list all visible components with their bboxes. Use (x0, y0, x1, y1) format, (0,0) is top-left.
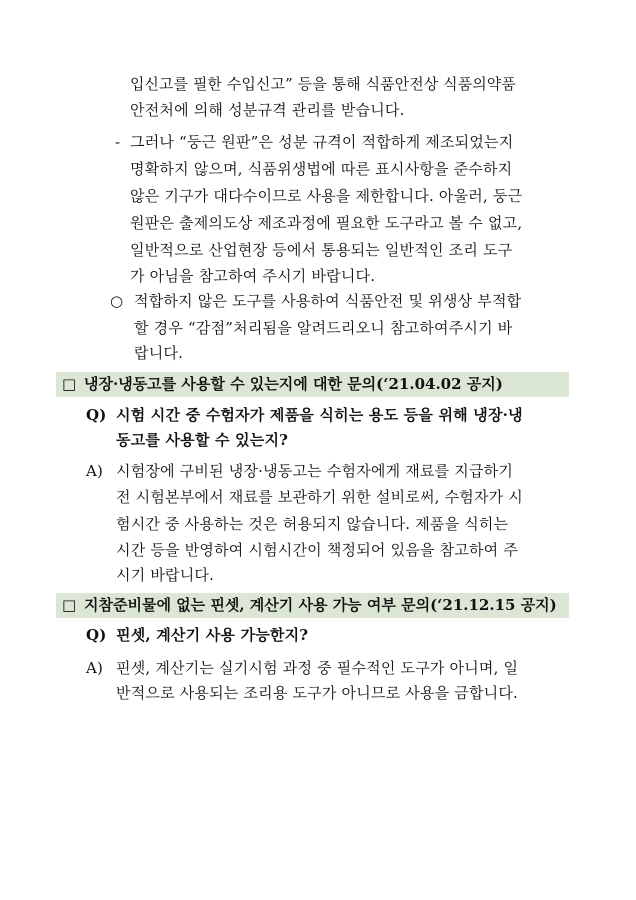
text-line: 않은 기구가 대다수이므로 사용을 제한합니다. 아울러, 둥근 (130, 187, 523, 205)
section-title: 지참준비물에 없는 핀셋, 계산기 사용 가능 여부 문의(‘21.12.15 공지) (84, 596, 557, 614)
answer-label: A) (86, 659, 104, 677)
question-label: Q) (86, 626, 107, 644)
answer-text: 전 시험본부에서 재료를 보관하기 위한 설비로써, 수험자가 시 (116, 488, 523, 506)
answer-text: 험시간 중 사용하는 것은 허용되지 않습니다. 제품을 식히는 (116, 515, 509, 533)
question-text: 시험 시간 중 수험자가 제품을 식히는 용도 등을 위해 냉장·냉 (116, 406, 523, 424)
section-title: 냉장·냉동고를 사용할 수 있는지에 대한 문의(‘21.04.02 공지) (84, 375, 503, 393)
question-label: Q) (86, 406, 107, 424)
question-text: 동고를 사용할 수 있는지? (116, 431, 289, 449)
circle-bullet-icon: ○ (110, 292, 124, 310)
text-line: 안전처에 의해 성분규격 관리를 받습니다. (130, 101, 405, 119)
text-line: 명확하지 않으며, 식품위생법에 따른 표시사항을 준수하지 (130, 160, 513, 178)
text-line: 그러나 “둥근 원판”은 성분 규격이 적합하게 제조되었는지 (130, 133, 514, 151)
answer-text: 시간 등을 반영하여 시험시간이 책정되어 있음을 참고하여 주 (116, 541, 519, 559)
dash-marker: - (115, 133, 121, 151)
answer-text: 시험장에 구비된 냉장·냉동고는 수험자에게 재료를 지급하기 (116, 462, 514, 480)
text-line: 입신고를 필한 수입신고” 등을 통해 식품안전상 식품의약품 (130, 75, 516, 93)
answer-text: 반적으로 사용되는 조리용 도구가 아니므로 사용을 금합니다. (116, 684, 519, 702)
text-line: 랍니다. (134, 344, 184, 362)
text-line: 일반적으로 산업현장 등에서 통용되는 일반적인 조리 도구 (130, 241, 513, 259)
answer-text: 시기 바랍니다. (116, 566, 215, 584)
question-text: 핀셋, 계산기 사용 가능한지? (116, 626, 309, 644)
answer-text: 핀셋, 계산기는 실기시험 과정 중 필수적인 도구가 아니며, 일 (116, 659, 519, 677)
text-line: 원판은 출제의도상 제조과정에 필요한 도구라고 볼 수 없고, (130, 214, 523, 232)
text-line: 가 아님을 참고하여 주시기 바랍니다. (130, 267, 376, 285)
checkbox-icon: □ (62, 596, 77, 614)
text-line: 적합하지 않은 도구를 사용하여 식품안전 및 위생상 부적합 (134, 292, 522, 310)
checkbox-icon: □ (62, 375, 77, 393)
answer-label: A) (86, 462, 104, 480)
text-line: 할 경우 “감점”처리됨을 알려드리오니 참고하여주시기 바 (134, 319, 513, 337)
